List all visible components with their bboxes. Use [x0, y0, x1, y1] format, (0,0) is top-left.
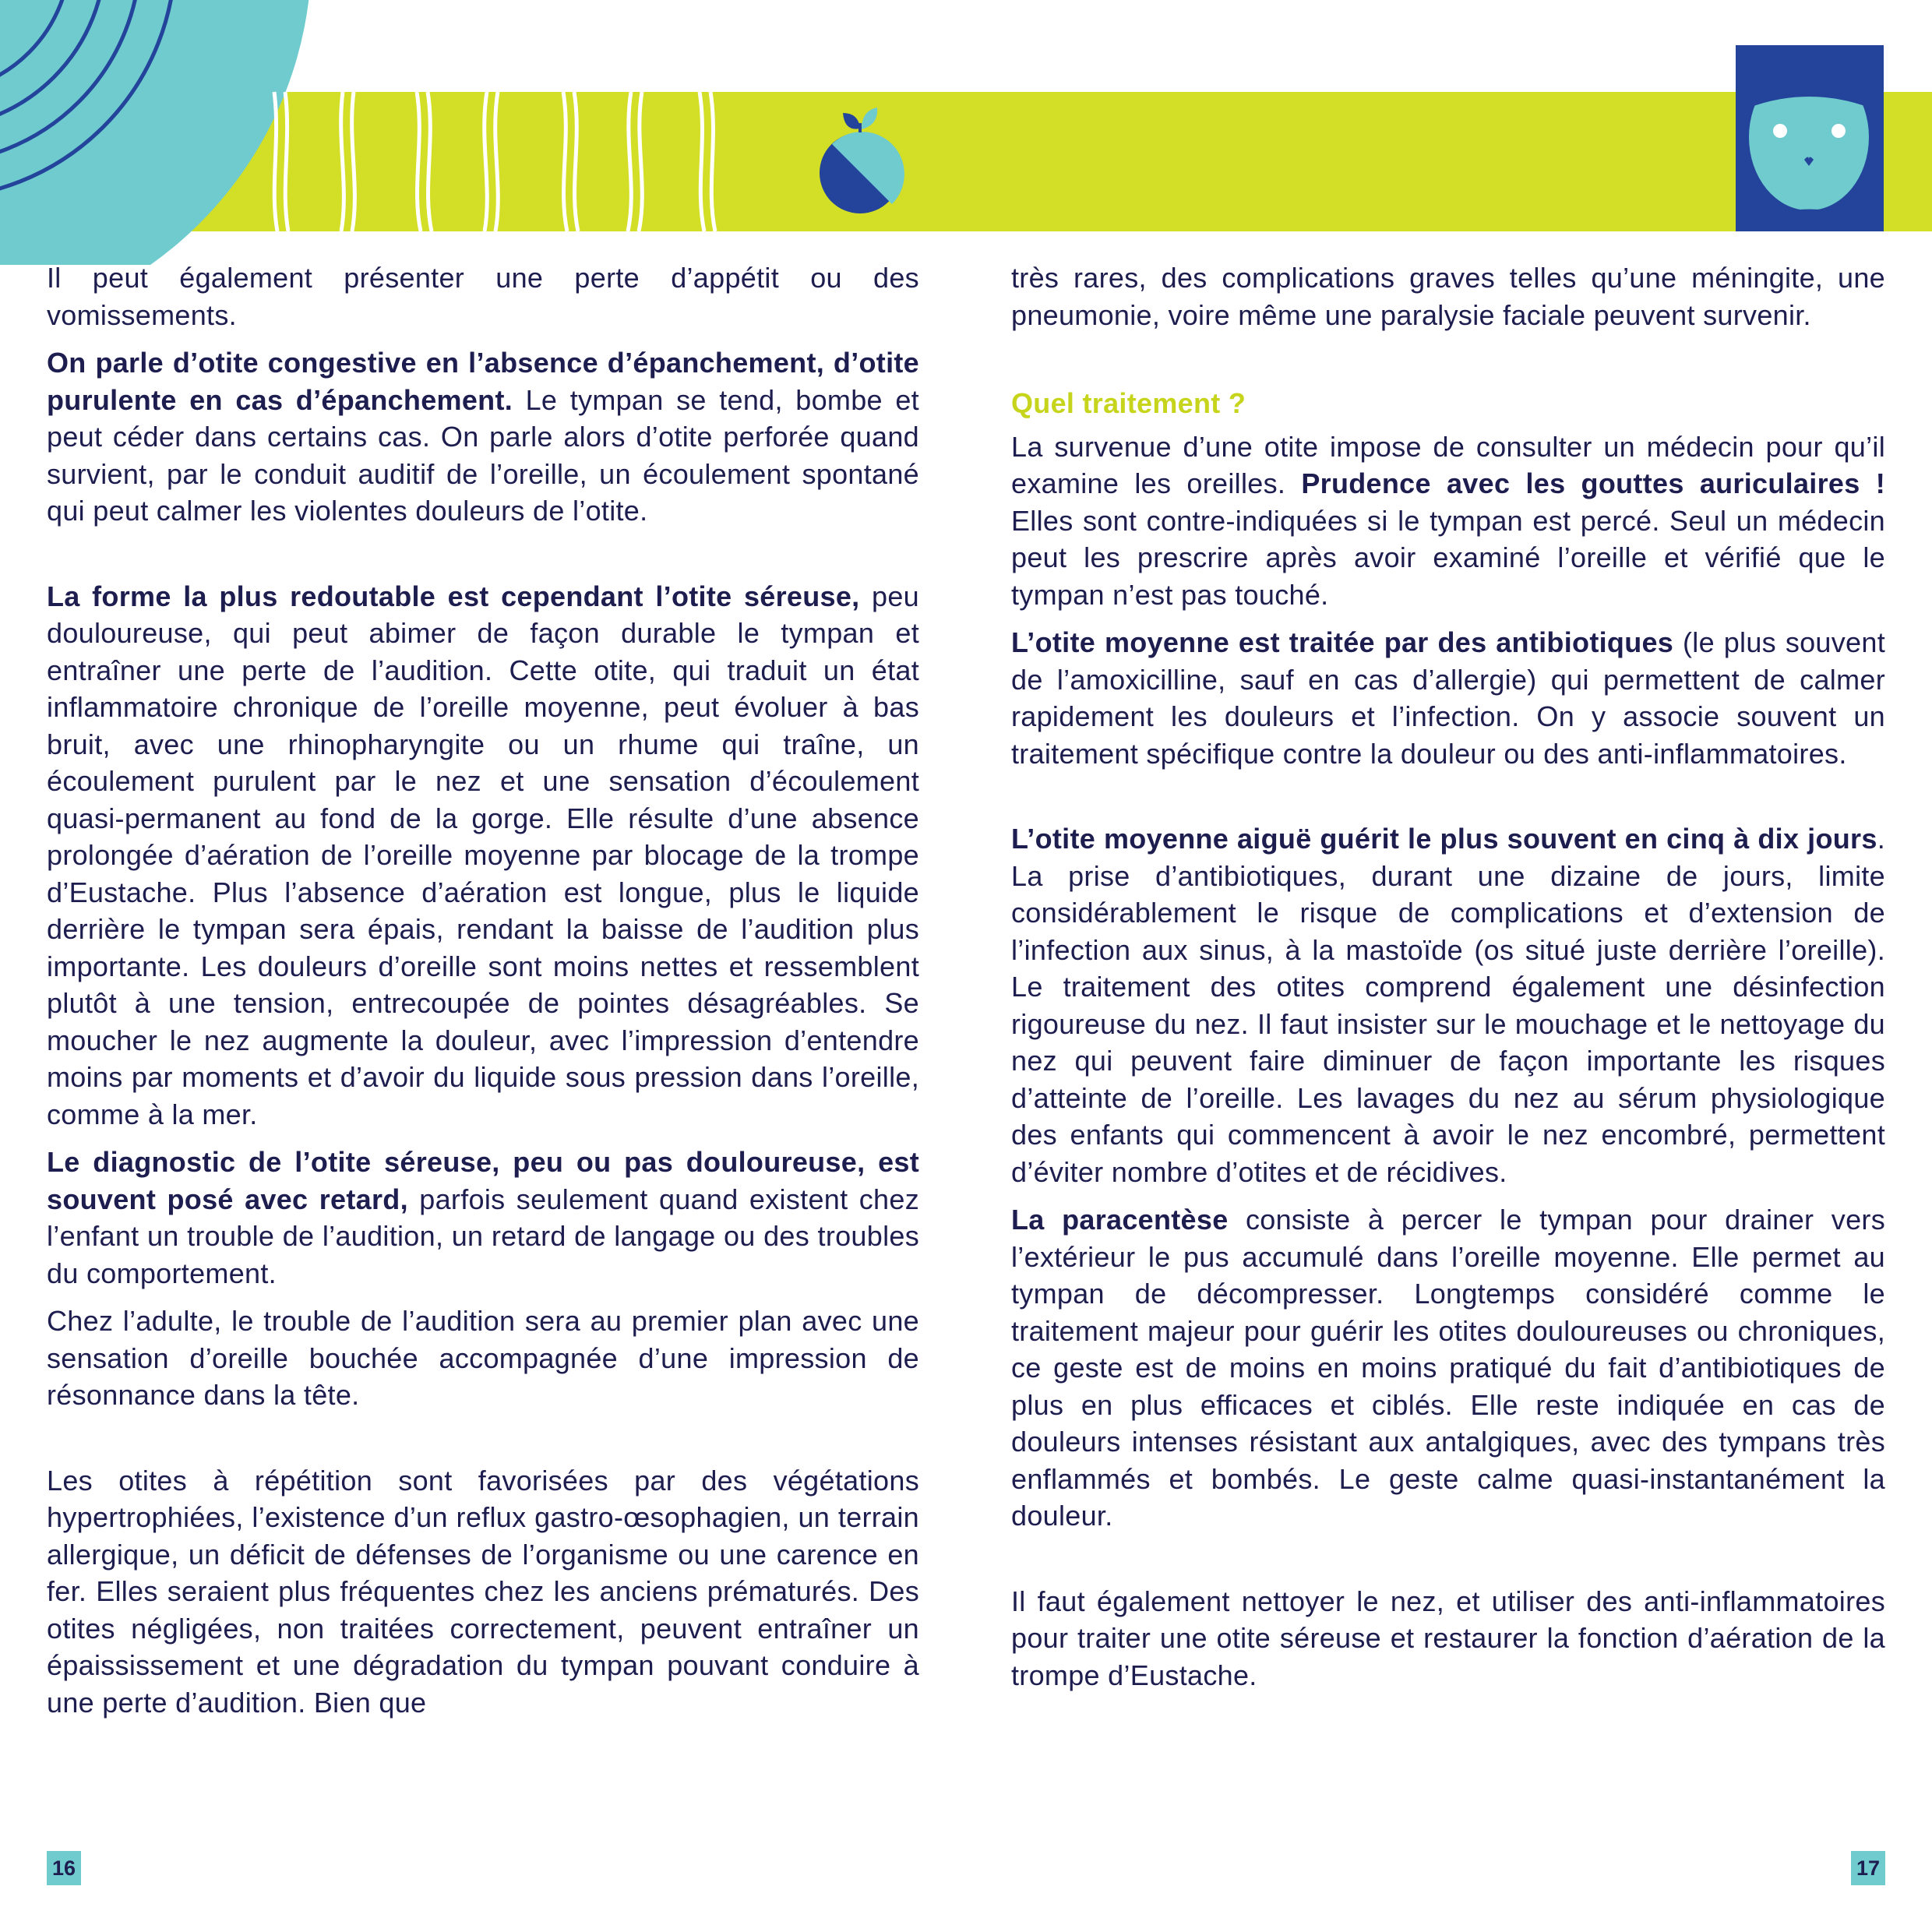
- bold-text: L’otite moyenne aiguë guérit le plus souvent en cinq à dix jours: [1011, 823, 1877, 855]
- text: parfois seulement quand existent chez l’enfant un trouble de l’audition, un retard de langage ou des troubles du comportement.: [47, 1183, 919, 1289]
- bold-text: On parle d’otite congestive en l’absence d’épanchement, d’otite purulente en cas d’épanchement.: [47, 347, 919, 416]
- text: peu douloureuse, qui peut abimer de façon durable le tympan et entraîner une perte de l’audition. Cette otite, qui traduit un état inflammatoire chronique de l’oreille moyenne, peut évoluer à bas bruit, avec une rhinopharyngite ou un rhume qui traîne, un écoulement purulent par le nez et une sensation d’écoulement quasi-permanent au fond de la gorge. Elle résulte d’une absence prolongée d’aération de l’oreille moyenne par blocage de la trompe d’Eustache. Plus l’absence d’aération est longue, plus le liquide derrière le tympan sera épais, rendant la baisse de l’audition plus importante. Les douleurs d’oreille sont moins nettes et ressemblent plutôt à une tension, entrecoupée de pointes désagréables. Se moucher le nez augmente la douleur, avec l’impression d’entendre moins par moments et d’avoir du liquide sous pression dans l’oreille, comme à la mer.: [47, 580, 919, 1130]
- paragraph: [1011, 624, 1885, 772]
- paragraph: [47, 344, 919, 530]
- bold-text: Le diagnostic de l’otite séreuse, peu ou pas douloureuse, est souvent posé avec retard,: [47, 1146, 919, 1215]
- fruit-icon: [820, 108, 904, 213]
- paragraph: [1011, 820, 1885, 1190]
- wavy-stripes-icon: [274, 92, 715, 231]
- bold-text: La paracentèse: [1011, 1204, 1229, 1236]
- text: (le plus souvent de l’amoxicilline, sauf en cas d’allergie) qui permettent de calmer rapidement les douleurs et l’infection. On y associe souvent un traitement spécifique contre la douleur ou des anti-inflammatoires.: [1011, 626, 1886, 770]
- text: La survenue d’une otite impose de consulter un médecin pour qu’il examine les oreilles.: [1011, 430, 1885, 499]
- concentric-arcs-icon: [0, 0, 312, 265]
- page-number-right: 17: [1851, 1851, 1885, 1885]
- text: Le tympan se tend, bombe et peut céder dans certains cas. On parle alors d’otite perforée quand survient, par le conduit auditif de l’oreille, un écoulement spontané qui peut calmer les violentes douleurs de l’otite.: [47, 383, 919, 527]
- paragraph: Il peut également présenter une perte d’appétit ou des vomissements.: [47, 262, 919, 331]
- left-column: [47, 259, 919, 1732]
- paragraph: [1011, 1201, 1885, 1535]
- paragraph: [47, 578, 919, 1133]
- text: . La prise d’antibiotiques, durant une dizaine de jours, limite considérablement le risque de complications et d’extension de l’infection aux sinus, à la mastoïde (os situé juste derrière l’oreille). Le traitement des otites comprend également une désinfection rigoureuse du nez. Il faut insister sur le mouchage et le nettoyage du nez qui peuvent faire diminuer de façon importante les risques d’atteinte de l’oreille. Les lavages du nez au sérum physiologique des enfants qui commencent à avoir le nez encombré, permettent d’éviter nombre d’otites et de récidives.: [1011, 823, 1885, 1188]
- section-heading: Quel traitement ?: [1011, 387, 1246, 419]
- child-face-icon: [1736, 45, 1884, 231]
- bold-text: La forme la plus redoutable est cependant l’otite séreuse,: [47, 580, 860, 612]
- page-number-left: 16: [47, 1851, 81, 1885]
- bold-text: Prudence avec les gouttes auriculaires !: [1301, 467, 1885, 499]
- paragraph: Il faut également nettoyer le nez, et utiliser des anti-inflammatoires pour traiter une otite séreuse et restaurer la fonction d’aération de la trompe d’Eustache.: [1011, 1585, 1885, 1691]
- paragraph: Les otites à répétition sont favorisées par des végétations hypertrophiées, l’existence d’un reflux gastro-œsophagien, un terrain allergique, un déficit de défenses de l’organisme ou une carence en fer. Elles seraient plus fréquentes chez les anciens prématurés. Des otites négligées, non traitées correctement, peuvent entraîner un épaississement et une dégradation du tympan pouvant conduire à une perte d’audition. Bien que: [47, 1464, 919, 1719]
- header-illustration: [0, 0, 1932, 265]
- paragraph: [47, 1144, 919, 1292]
- paragraph: très rares, des complications graves telles qu’une méningite, une pneumonie, voire même une paralysie faciale peuvent survenir.: [1011, 262, 1885, 331]
- text: consiste à percer le tympan pour drainer vers l’extérieur le pus accumulé dans l’oreille moyenne. Elle permet au tympan de décompresser. Longtemps considéré comme le traitement majeur pour guérir les otites douloureuses ou chroniques, ce geste est de moins en moins pratiqué du fait d’antibiotiques de plus en plus efficaces et ciblés. Elle reste indiquée en cas de douleurs intenses résistant aux antalgiques, avec des tympans très enflammés et bombés. Le geste calme quasi-instantanément la douleur.: [1011, 1204, 1886, 1532]
- paragraph: [1011, 428, 1885, 614]
- text: Elles sont contre-indiquées si le tympan est percé. Seul un médecin peut les prescrire après avoir examiné l’oreille et vérifié que le tympan n’est pas touché.: [1011, 504, 1885, 611]
- bold-text: L’otite moyenne est traitée par des antibiotiques: [1011, 626, 1674, 658]
- right-column: [1011, 259, 1885, 1705]
- paragraph: Chez l’adulte, le trouble de l’audition sera au premier plan avec une sensation d’oreille bouchée accompagnée d’une impression de résonnance dans la tête.: [47, 1305, 919, 1411]
